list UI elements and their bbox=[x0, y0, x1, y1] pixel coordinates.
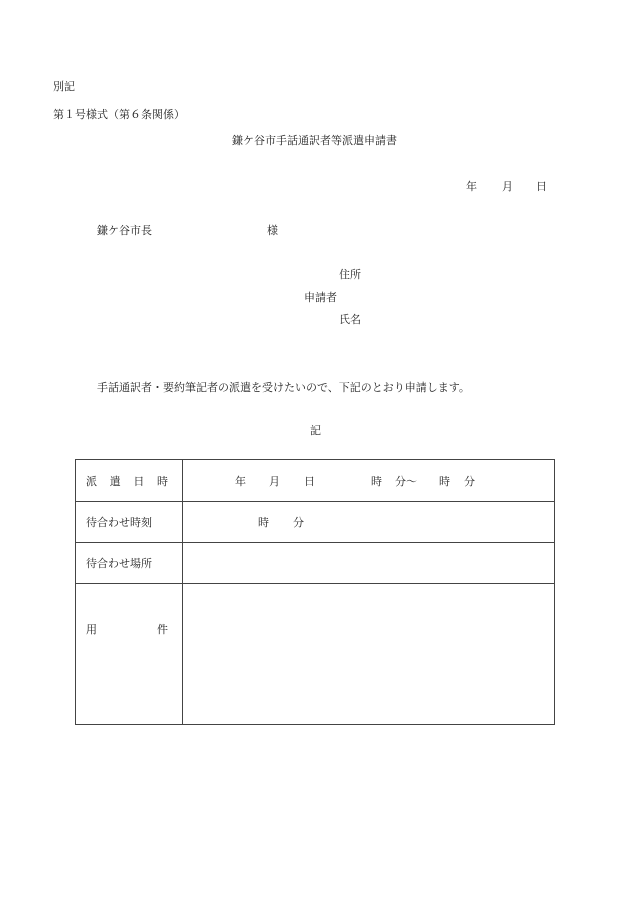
table-row-purpose bbox=[76, 584, 555, 725]
date-month-label: 月 bbox=[502, 180, 513, 193]
table-row-meeting-place bbox=[76, 543, 555, 584]
request-details-table bbox=[75, 459, 555, 725]
start-hour-label: 時 bbox=[371, 474, 382, 488]
meeting-minute-label: 分 bbox=[293, 516, 304, 529]
table-row-meeting-time bbox=[76, 502, 555, 543]
end-hour-label: 時 bbox=[439, 474, 450, 488]
purpose-label bbox=[76, 584, 183, 725]
purpose-field[interactable] bbox=[183, 584, 555, 725]
meeting-time-field[interactable] bbox=[183, 502, 555, 543]
label-char: 用 bbox=[86, 623, 97, 636]
document-title: 鎌ケ谷市手話通訳者等派遣申請書 bbox=[232, 134, 397, 147]
meeting-time-label: 待合わせ時刻 bbox=[76, 502, 183, 543]
label-char: 日 bbox=[133, 474, 145, 488]
name-label: 氏名 bbox=[339, 313, 361, 326]
applicant-label: 申請者 bbox=[304, 291, 337, 304]
annex-label: 別記 bbox=[53, 80, 75, 93]
addressee-name: 鎌ケ谷市長 bbox=[97, 224, 152, 237]
form-number: 第１号様式（第６条関係） bbox=[53, 108, 185, 121]
label-char: 件 bbox=[157, 623, 168, 636]
dispatch-year-label: 年 bbox=[235, 474, 246, 488]
ki-heading: 記 bbox=[310, 424, 321, 437]
start-minute-label: 分～ bbox=[395, 474, 417, 488]
date-day-label: 日 bbox=[536, 180, 547, 193]
meeting-place-field[interactable] bbox=[183, 543, 555, 584]
end-minute-label: 分 bbox=[464, 474, 475, 488]
date-year-label: 年 bbox=[466, 180, 477, 193]
label-char: 遣 bbox=[109, 474, 121, 488]
addressee-honorific: 様 bbox=[267, 224, 278, 237]
table-row-dispatch-datetime bbox=[76, 460, 555, 502]
address-label: 住所 bbox=[339, 268, 361, 281]
dispatch-month-label: 月 bbox=[269, 474, 280, 488]
dispatch-datetime-field[interactable] bbox=[183, 460, 555, 502]
meeting-place-label: 待合わせ場所 bbox=[76, 543, 183, 584]
label-char: 派 bbox=[86, 474, 97, 488]
dispatch-day-label: 日 bbox=[304, 474, 315, 488]
meeting-hour-label: 時 bbox=[258, 516, 269, 529]
label-char: 時 bbox=[156, 474, 168, 488]
request-statement: 手話通訳者・要約筆記者の派遣を受けたいので、下記のとおり申請します。 bbox=[97, 381, 470, 394]
dispatch-datetime-label bbox=[76, 460, 183, 502]
